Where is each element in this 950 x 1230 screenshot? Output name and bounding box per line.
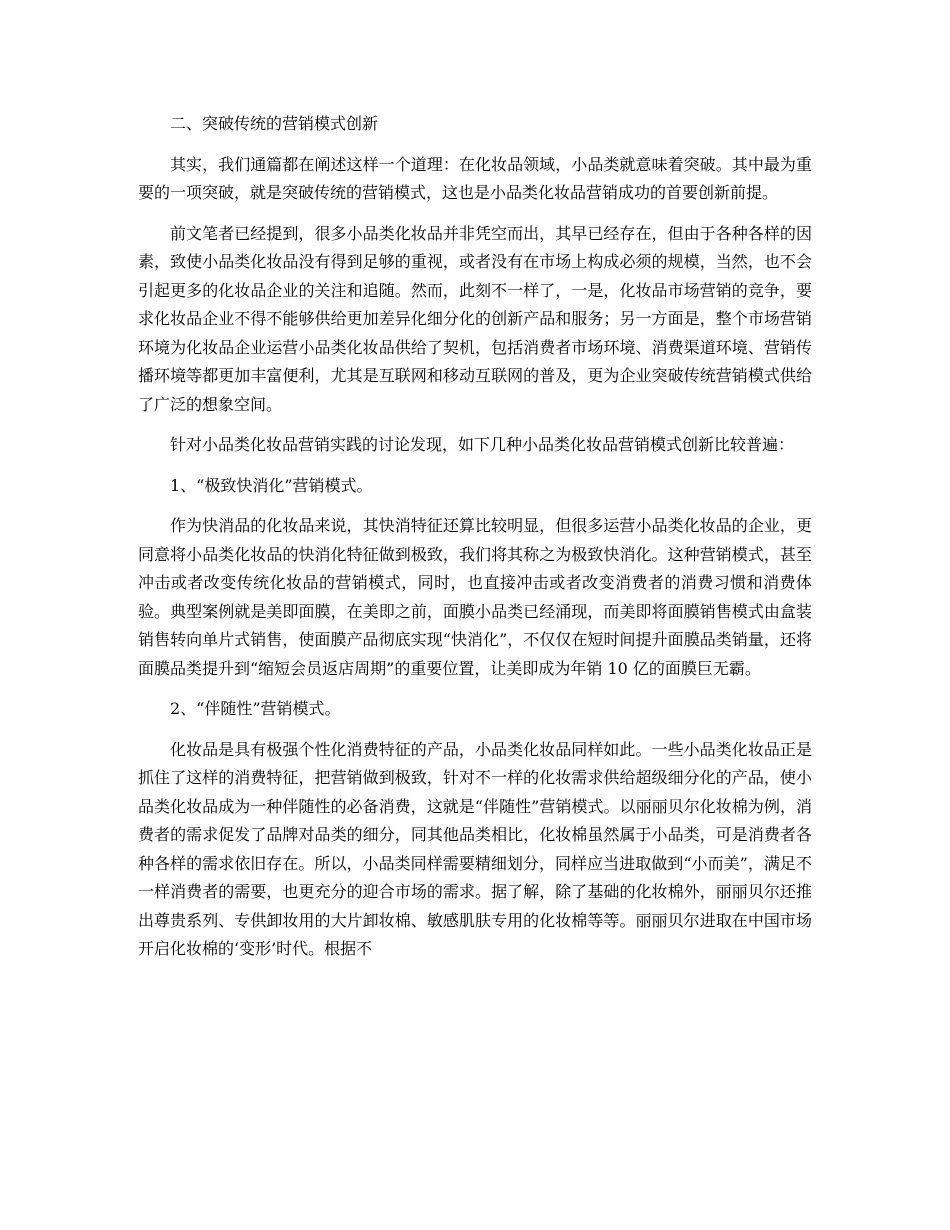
paragraph-findings: 针对小品类化妆品营销实践的讨论发现，如下几种小品类化妆品营销模式创新比较普遍： [170,435,795,454]
paragraph-intro: 其实，我们通篇都在阐述这样一个道理：在化妆品领域，小品类就意味着突破。其中最为重要的一项突破，就是突破传统的营销模式，这也是小品类化妆品营销成功的首要创新前提。 [138,154,812,202]
section-heading: 二、突破传统的营销模式创新 [170,114,379,133]
item1-paragraph: 作为快消品的化妆品来说，其快消特征还算比较明显，但很多运营小品类化妆品的企业，更同意将小品类化妆品的快消化特征做到极致，我们将其称之为极致快消化。这种营销模式，甚至冲击或者改变传统化妆品的营销模式，同时，也直接冲击或者改变消费者的消费习惯和消费体验。典型案例就是美即面膜，在美即之前，面膜小品类已经涌现，而美即将面膜销售模式由盒装销售转向单片式销售，使面膜产品彻底实现“快消化”，不仅仅在短时间提升面膜品类销量，还将面膜品类提升到“缩短会员返店周期”的重要位置，让美即成为年销 10 亿的面膜巨无霸。 [138,516,812,678]
item2-paragraph: 化妆品是具有极强个性化消费特征的产品，小品类化妆品同样如此。一些小品类化妆品正是抓住了这样的消费特征，把营销做到极致，针对不一样的化妆需求供给超级细分化的产品，使小品类化妆品成为一种伴随性的必备消费，这就是“伴随性”营销模式。以丽丽贝尔化妆棉为例，消费者的需求促发了品牌对品类的细分，同其他品类相比，化妆棉虽然属于小品类，可是消费者各种各样的需求依旧存在。所以，小品类同样需要精细划分，同样应当进取做到“小而美”，满足不一样消费者的需要，也更充分的迎合市场的需求。据了解，除了基础的化妆棉外，丽丽贝尔还推出尊贵系列、专供卸妆用的大片卸妆棉、敏感肌肤专用的化妆棉等等。丽丽贝尔进取在中国市场开启化妆棉的‘变形’时代。根据不 [138,739,812,958]
paragraph-background: 前文笔者已经提到，很多小品类化妆品并非凭空而出，其早已经存在，但由于各种各样的因素，致使小品类化妆品没有得到足够的重视，或者没有在市场上构成必须的规模，当然，也不会引起更多的化妆品企业的关注和追随。然而，此刻不一样了，一是，化妆品市场营销的竞争，要求化妆品企业不得不能够供给更加差异化细分化的创新产品和服务；另一方面是，整个市场营销环境为化妆品企业运营小品类化妆品供给了契机，包括消费者市场环境、消费渠道环境、营销传播环境等都更加丰富便利，尤其是互联网和移动互联网的普及，更为企业突破传统营销模式供给了广泛的想象空间。 [138,223,812,414]
item2-heading: 2、“伴随性”营销模式。 [170,699,341,718]
item1-heading: 1、“极致快消化”营销模式。 [170,475,373,495]
document-page [138,110,812,976]
